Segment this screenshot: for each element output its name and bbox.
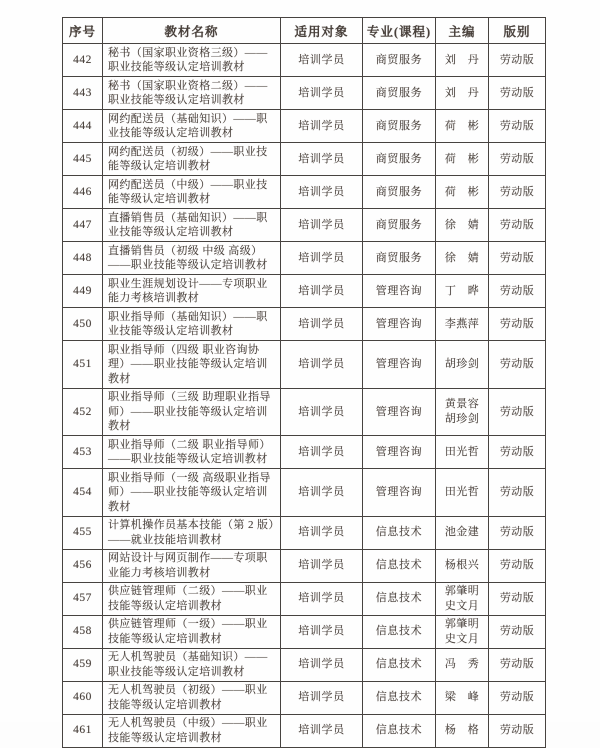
cell-serial: 454 [63,469,103,517]
cell-major: 管理咨询 [363,308,436,341]
cell-audience: 培训学员 [281,615,363,648]
cell-edition: 劳动版 [489,714,546,747]
cell-serial: 445 [63,143,103,176]
cell-textbook-name: 职业指导师（基础知识）——职业技能等级认定培训教材 [103,308,281,341]
table-row [63,143,546,176]
col-textbook-name: 教材名称 [103,18,281,44]
cell-audience: 培训学员 [281,77,363,110]
editor-name-line: 史文月 [444,632,480,645]
cell-textbook-name: 职业指导师（三级 助理职业指导师）——职业技能等级认定培训教材 [103,388,281,436]
cell-edition: 劳动版 [489,615,546,648]
cell-chief-editor [436,516,489,549]
editor-name-line: 丁 晔 [444,284,480,297]
cell-serial: 450 [63,308,103,341]
cell-chief-editor [436,341,489,389]
table-row [63,549,546,582]
editor-name-line: 荷 彬 [444,152,480,165]
cell-serial: 456 [63,549,103,582]
cell-textbook-name: 网约配送员（基础知识）——职业技能等级认定培训教材 [103,110,281,143]
table-row [63,44,546,77]
editor-name-line: 黄景容 [444,398,480,411]
table-row [63,714,546,747]
cell-chief-editor [436,44,489,77]
cell-major: 管理咨询 [363,275,436,308]
cell-serial: 460 [63,681,103,714]
cell-chief-editor [436,242,489,275]
cell-edition: 劳动版 [489,77,546,110]
cell-serial: 459 [63,648,103,681]
editor-name-line: 池金建 [444,526,480,539]
editor-name-line: 徐 婧 [444,251,480,264]
cell-edition: 劳动版 [489,681,546,714]
cell-edition: 劳动版 [489,388,546,436]
table-row [63,275,546,308]
table-row [63,681,546,714]
cell-serial: 458 [63,615,103,648]
col-serial: 序号 [63,18,103,44]
cell-audience: 培训学员 [281,549,363,582]
cell-audience: 培训学员 [281,516,363,549]
cell-edition: 劳动版 [489,436,546,469]
cell-textbook-name: 网站设计与网页制作——专项职业能力考核培训教材 [103,549,281,582]
cell-major: 信息技术 [363,648,436,681]
cell-textbook-name: 秘书（国家职业资格三级）——职业技能等级认定培训教材 [103,44,281,77]
cell-major: 商贸服务 [363,77,436,110]
table-row [63,110,546,143]
table-row [63,77,546,110]
cell-major: 信息技术 [363,681,436,714]
cell-major: 商贸服务 [363,209,436,242]
col-major: 专业(课程) [363,18,436,44]
cell-major: 信息技术 [363,615,436,648]
cell-serial: 453 [63,436,103,469]
table-row [63,176,546,209]
cell-audience: 培训学员 [281,469,363,517]
cell-major: 信息技术 [363,582,436,615]
table-header-row [63,18,546,44]
cell-audience: 培训学员 [281,582,363,615]
cell-serial: 457 [63,582,103,615]
cell-edition: 劳动版 [489,242,546,275]
cell-audience: 培训学员 [281,176,363,209]
cell-audience: 培训学员 [281,681,363,714]
cell-textbook-name: 供应链管理师（一级）——职业技能等级认定培训教材 [103,615,281,648]
cell-audience: 培训学员 [281,436,363,469]
cell-serial: 446 [63,176,103,209]
cell-major: 商贸服务 [363,110,436,143]
cell-major: 管理咨询 [363,436,436,469]
col-edition: 版别 [489,18,546,44]
table-row [63,388,546,436]
cell-textbook-name: 无人机驾驶员（初级）——职业技能等级认定培训教材 [103,681,281,714]
table-row [63,582,546,615]
cell-major: 信息技术 [363,714,436,747]
cell-major: 管理咨询 [363,341,436,389]
editor-name-line: 郭肇明 [444,585,480,597]
cell-audience: 培训学员 [281,143,363,176]
editor-name-line: 郭肇明 [444,618,480,630]
cell-serial: 451 [63,341,103,389]
cell-chief-editor [436,77,489,110]
cell-audience: 培训学员 [281,388,363,436]
cell-chief-editor [436,308,489,341]
cell-edition: 劳动版 [489,341,546,389]
cell-audience: 培训学员 [281,110,363,143]
cell-audience: 培训学员 [281,714,363,747]
table-row [63,341,546,389]
cell-serial: 443 [63,77,103,110]
editor-name-line: 杨 格 [444,724,480,737]
cell-serial: 442 [63,44,103,77]
cell-edition: 劳动版 [489,44,546,77]
cell-audience: 培训学员 [281,275,363,308]
cell-edition: 劳动版 [489,176,546,209]
editor-name-line: 田光哲 [444,445,480,458]
cell-chief-editor [436,549,489,582]
cell-chief-editor [436,176,489,209]
editor-name-line: 胡珍剑 [444,358,480,370]
cell-textbook-name: 职业指导师（一级 高级职业指导师）——职业技能等级认定培训教材 [103,469,281,517]
editor-name-line: 徐 婧 [444,218,480,231]
cell-major: 管理咨询 [363,388,436,436]
editor-name-line: 田光哲 [444,486,480,498]
table-body [63,44,546,748]
table-row [63,516,546,549]
col-audience: 适用对象 [281,18,363,44]
table-header [63,18,546,44]
cell-audience: 培训学员 [281,242,363,275]
cell-serial: 444 [63,110,103,143]
cell-chief-editor [436,388,489,436]
cell-major: 商贸服务 [363,143,436,176]
cell-chief-editor [436,436,489,469]
editor-name-line: 胡珍剑 [444,412,480,425]
table-row [63,648,546,681]
cell-major: 商贸服务 [363,176,436,209]
cell-textbook-name: 无人机驾驶员（基础知识）——职业技能等级认定培训教材 [103,648,281,681]
cell-edition: 劳动版 [489,110,546,143]
cell-textbook-name: 秘书（国家职业资格二级）——职业技能等级认定培训教材 [103,77,281,110]
cell-audience: 培训学员 [281,209,363,242]
cell-chief-editor [436,469,489,517]
editor-name-line: 荷 彬 [444,119,480,132]
cell-serial: 461 [63,714,103,747]
cell-audience: 培训学员 [281,648,363,681]
editor-name-line: 荷 彬 [444,185,480,198]
textbook-catalog-table [62,17,546,748]
cell-edition: 劳动版 [489,549,546,582]
cell-textbook-name: 直播销售员（基础知识）——职业技能等级认定培训教材 [103,209,281,242]
cell-chief-editor [436,681,489,714]
editor-name-line: 杨根兴 [444,559,480,572]
table-row [63,308,546,341]
cell-textbook-name: 职业指导师（二级 职业指导师）——职业技能等级认定培训教材 [103,436,281,469]
cell-audience: 培训学员 [281,341,363,389]
cell-serial: 452 [63,388,103,436]
cell-serial: 448 [63,242,103,275]
cell-major: 管理咨询 [363,469,436,517]
table-row [63,436,546,469]
table-row [63,242,546,275]
cell-major: 商贸服务 [363,44,436,77]
cell-serial: 455 [63,516,103,549]
cell-major: 商贸服务 [363,242,436,275]
cell-chief-editor [436,275,489,308]
cell-major: 信息技术 [363,516,436,549]
cell-edition: 劳动版 [489,648,546,681]
cell-edition: 劳动版 [489,469,546,517]
cell-chief-editor [436,714,489,747]
cell-chief-editor [436,615,489,648]
cell-chief-editor [436,110,489,143]
cell-textbook-name: 网约配送员（中级）——职业技能等级认定培训教材 [103,176,281,209]
cell-edition: 劳动版 [489,582,546,615]
table-row [63,615,546,648]
editor-name-line: 李燕萍 [444,317,480,330]
cell-audience: 培训学员 [281,44,363,77]
cell-chief-editor [436,582,489,615]
col-chief-editor: 主编 [436,18,489,44]
cell-chief-editor [436,143,489,176]
cell-edition: 劳动版 [489,308,546,341]
table-row [63,209,546,242]
cell-edition: 劳动版 [489,143,546,176]
cell-chief-editor [436,209,489,242]
editor-name-line: 冯 秀 [444,658,480,671]
editor-name-line: 梁 峰 [444,691,480,704]
cell-textbook-name: 无人机驾驶员（中级）——职业技能等级认定培训教材 [103,714,281,747]
cell-edition: 劳动版 [489,275,546,308]
cell-serial: 449 [63,275,103,308]
cell-textbook-name: 直播销售员（初级 中级 高级）——职业技能等级认定培训教材 [103,242,281,275]
editor-name-line: 刘 丹 [444,53,480,66]
cell-major: 信息技术 [363,549,436,582]
cell-edition: 劳动版 [489,516,546,549]
cell-audience: 培训学员 [281,308,363,341]
cell-chief-editor [436,648,489,681]
cell-serial: 447 [63,209,103,242]
cell-edition: 劳动版 [489,209,546,242]
cell-textbook-name: 供应链管理师（二级）——职业技能等级认定培训教材 [103,582,281,615]
editor-name-line: 刘 丹 [444,86,480,99]
cell-textbook-name: 计算机操作员基本技能（第 2 版）——就业技能培训教材 [103,516,281,549]
table-row [63,469,546,517]
editor-name-line: 史文月 [444,599,480,612]
cell-textbook-name: 网约配送员（初级）——职业技能等级认定培训教材 [103,143,281,176]
cell-textbook-name: 职业指导师（四级 职业咨询协理）——职业技能等级认定培训教材 [103,341,281,389]
cell-textbook-name: 职业生涯规划设计——专项职业能力考核培训教材 [103,275,281,308]
